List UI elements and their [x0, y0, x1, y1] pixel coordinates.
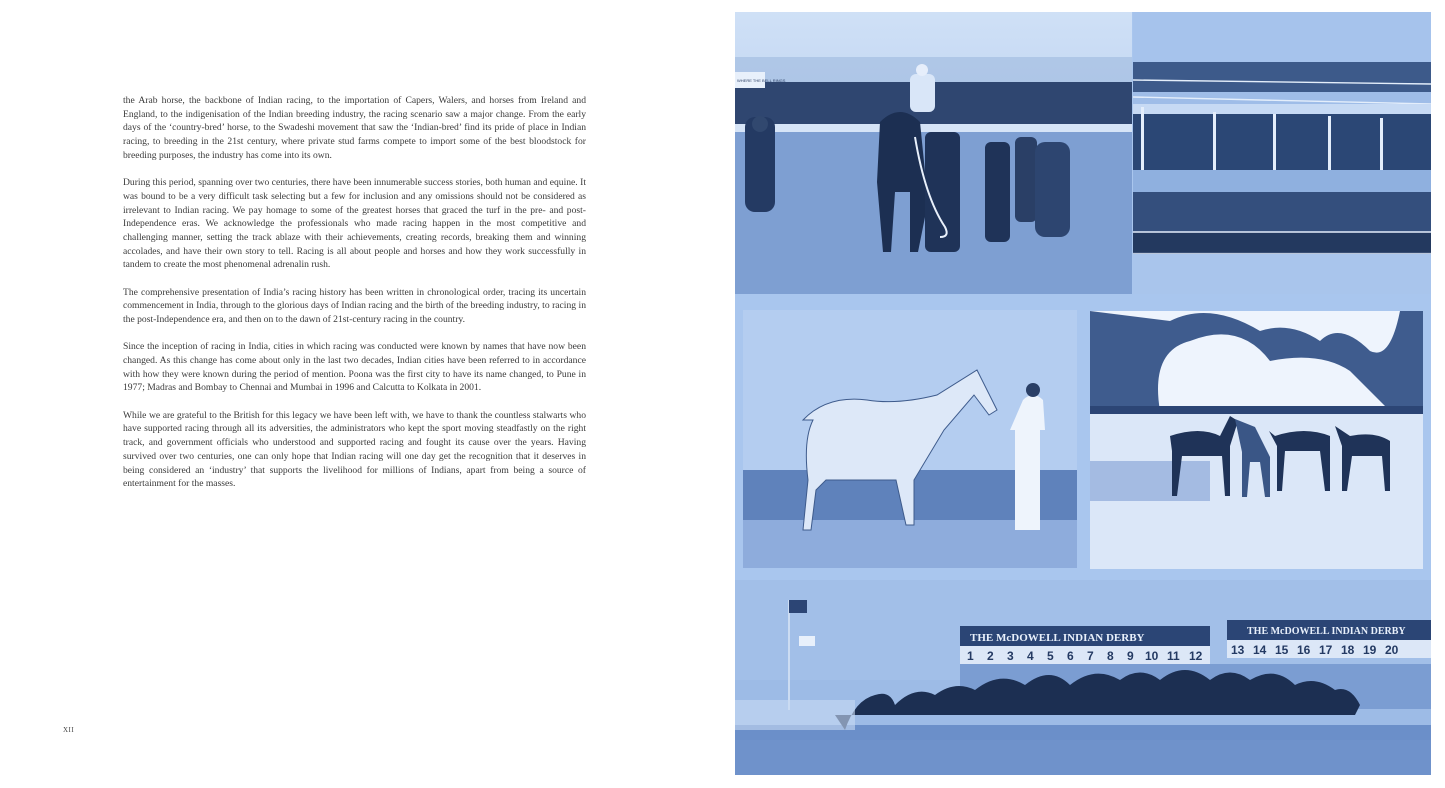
derby-banner-right: THE McDOWELL INDIAN DERBY: [1247, 626, 1406, 637]
svg-text:15: 15: [1275, 643, 1289, 657]
svg-text:1: 1: [967, 649, 974, 663]
foals-image: [1090, 311, 1423, 569]
right-page: [722, 0, 1445, 788]
svg-text:2: 2: [987, 649, 994, 663]
photo-winner-led-in: [735, 12, 1132, 294]
svg-text:17: 17: [1319, 643, 1333, 657]
svg-text:12: 12: [1189, 649, 1203, 663]
svg-text:18: 18: [1341, 643, 1355, 657]
svg-text:11: 11: [1167, 649, 1180, 663]
paragraph: While we are grateful to the British for this legacy we have been left with, we have to thank the countless stalwarts who have supported racing through all its adversities, the administrators who kept the sport moving steadfastly on the right track, and government officials who understood and supported racing and fought its cause over the years. Having survived over two centuries, one can only hope that Indian racing will one day get the recognition that it deserves in being considered an ‘industry’ that supports the livelihood for millions of Indians, apart from being a source of entertainment for the masses.: [123, 409, 586, 490]
svg-text:14: 14: [1253, 643, 1267, 657]
svg-text:4: 4: [1027, 649, 1034, 663]
svg-text:9: 9: [1127, 649, 1134, 663]
photo-foals-in-paddock: [1090, 311, 1423, 569]
winner-led-in-image: [735, 12, 1132, 294]
svg-text:7: 7: [1087, 649, 1094, 663]
photo-derby-start: [735, 580, 1431, 775]
svg-text:8: 8: [1107, 649, 1114, 663]
photo-grandstand: [1133, 12, 1431, 294]
photo-grey-arab-horse: [743, 310, 1077, 568]
sign-text: WHERE THE BELL RINGS: [737, 78, 786, 83]
svg-text:19: 19: [1363, 643, 1377, 657]
svg-text:10: 10: [1145, 649, 1159, 663]
paragraph: During this period, spanning over two centuries, there have been innumerable success stories, both human and equine. It was bound to be a very difficult task selecting but a few for inclusion and any omissions should not be considered as irrelevant to Indian racing. We pay homage to some of the greatest horses that graced the turf in the pre- and post-Independence eras. We acknowledge the professionals who made racing happen in the most competitive and challenging manner, setting the track ablaze with their achievements, creating records, breaking them and winning accolades, and have their own story to tell. Racing is all about people and horses and how they work successfully in tandem to create the most phenomenal adrenalin rush.: [123, 177, 586, 271]
svg-text:3: 3: [1007, 649, 1014, 663]
paragraph: the Arab horse, the backbone of Indian racing, to the importation of Capers, Walers, and horses from Ireland and England, to the indigenisation of the Indian breeding industry, the racing scenario saw a major change. From the early days of the ‘country-bred’ horse, to the Swadeshi movement that saw the ‘Indian-bred’ find its pride of place in Indian racing, to breeding in the 21st century, where private stud farms compete to import some of the best bloodstock for breeding purposes, the industry has come into its own.: [123, 95, 586, 161]
paragraph: The comprehensive presentation of India’s racing history has been written in chronological order, tracing its uncertain commencement in India, through to the glorious days of Indian racing and the birth of the breeding industry, to racing in the post-Independence era, and then on to the dawn of 21st-century racing in the country.: [123, 286, 586, 326]
grey-horse-image: [743, 310, 1077, 568]
photo-collage: [735, 12, 1431, 775]
body-text: [123, 94, 586, 505]
derby-start-image: [735, 580, 1431, 775]
derby-banner-left: THE McDOWELL INDIAN DERBY: [970, 632, 1145, 644]
paragraph: Since the inception of racing in India, cities in which racing was conducted were known by names that have now been changed. As this change has come about only in the last two decades, Indian cities have been referred to in accordance with how they were known during the period of mention. Poona was the first city to have its name changed, to Pune in 1977; Madras and Bombay to Chennai and Mumbai in 1996 and Calcutta to Kolkata in 2001.: [123, 341, 586, 394]
page-number: XII: [63, 726, 75, 734]
svg-text:20: 20: [1385, 643, 1399, 657]
svg-text:16: 16: [1297, 643, 1311, 657]
svg-text:5: 5: [1047, 649, 1054, 663]
svg-text:6: 6: [1067, 649, 1074, 663]
left-page: [0, 0, 722, 788]
svg-text:13: 13: [1231, 643, 1245, 657]
grandstand-image: [1133, 12, 1431, 294]
